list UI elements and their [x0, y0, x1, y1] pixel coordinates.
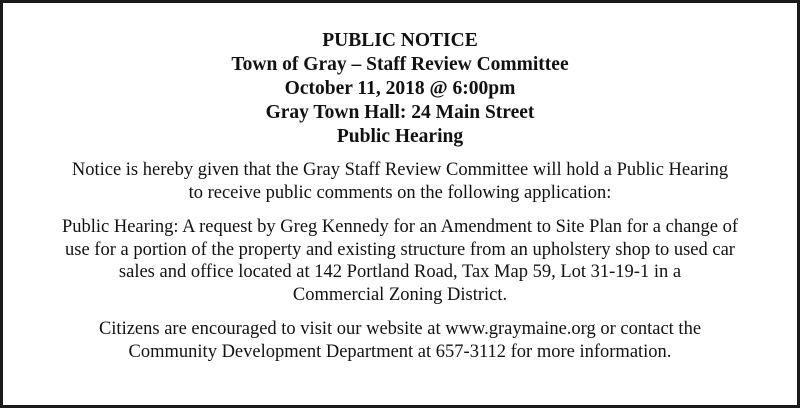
meeting-date-time: October 11, 2018 @ 6:00pm — [284, 78, 516, 99]
meeting-location: Gray Town Hall: 24 Main Street — [265, 102, 535, 123]
application-paragraph — [27, 216, 773, 306]
intro-line: to receive public comments on the following application: — [188, 182, 612, 203]
notice-title: PUBLIC NOTICE — [322, 30, 478, 51]
application-line: sales and office located at 142 Portland Road, Tax Map 59, Lot 31-19-1 in a — [118, 262, 682, 282]
intro-line: Notice is hereby given that the Gray Staff Review Committee will hold a Public Hearing — [71, 160, 729, 180]
notice-heading — [27, 29, 773, 149]
closing-line: Citizens are encouraged to visit our website at www.graymaine.org or contact the — [98, 319, 702, 339]
committee-name: Town of Gray – Staff Review Committee — [231, 54, 569, 75]
closing-paragraph — [27, 318, 773, 363]
application-line: use for a portion of the property and existing structure from an upholstery shop to used car — [65, 239, 735, 260]
intro-paragraph — [27, 159, 773, 204]
application-line: Commercial Zoning District. — [292, 284, 508, 305]
application-line: Public Hearing: A request by Greg Kennedy for an Amendment to Site Plan for a change of — [61, 217, 739, 237]
notice-subject: Public Hearing — [336, 126, 464, 147]
closing-line: Community Development Department at 657-3112 for more information. — [128, 341, 672, 362]
